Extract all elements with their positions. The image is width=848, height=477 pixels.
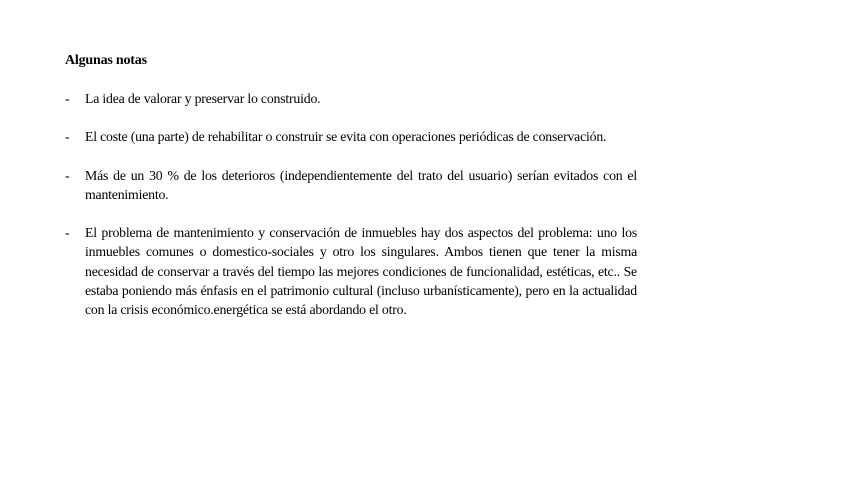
bullet-dash: - — [65, 167, 70, 183]
notes-list — [65, 89, 637, 339]
bullet-dash: - — [65, 91, 70, 106]
list-item — [65, 166, 637, 205]
note-text: El coste (una parte) de rehabilitar o construir se evita con operaciones periódicas de conservación. — [85, 129, 607, 145]
bullet-dash: - — [65, 129, 70, 145]
list-item — [65, 223, 637, 319]
note-text: Más de un 30 % de los deterioros (independientemente del trato del usuario) serían evitados con el mantenimiento. — [85, 167, 637, 202]
page-title: Algunas notas — [65, 53, 147, 68]
list-item — [65, 89, 637, 108]
list-item — [65, 127, 637, 146]
note-text: El problema de mantenimiento y conservación de inmuebles hay dos aspectos del problema: uno los inmuebles comunes o domestico-sociales y otro los singulares. Ambos tienen que tener la misma necesidad de conservar a través del tiempo las mejores condiciones de funcionalidad, estéticas, etc.. Se estaba poniendo más énfasis en el patrimonio cultural (incluso urbanísticamente), pero en la actualidad con la crisis económico.energética se está abordando el otro. — [85, 225, 637, 318]
bullet-dash: - — [65, 225, 70, 241]
note-text: La idea de valorar y preservar lo construido. — [85, 91, 321, 106]
